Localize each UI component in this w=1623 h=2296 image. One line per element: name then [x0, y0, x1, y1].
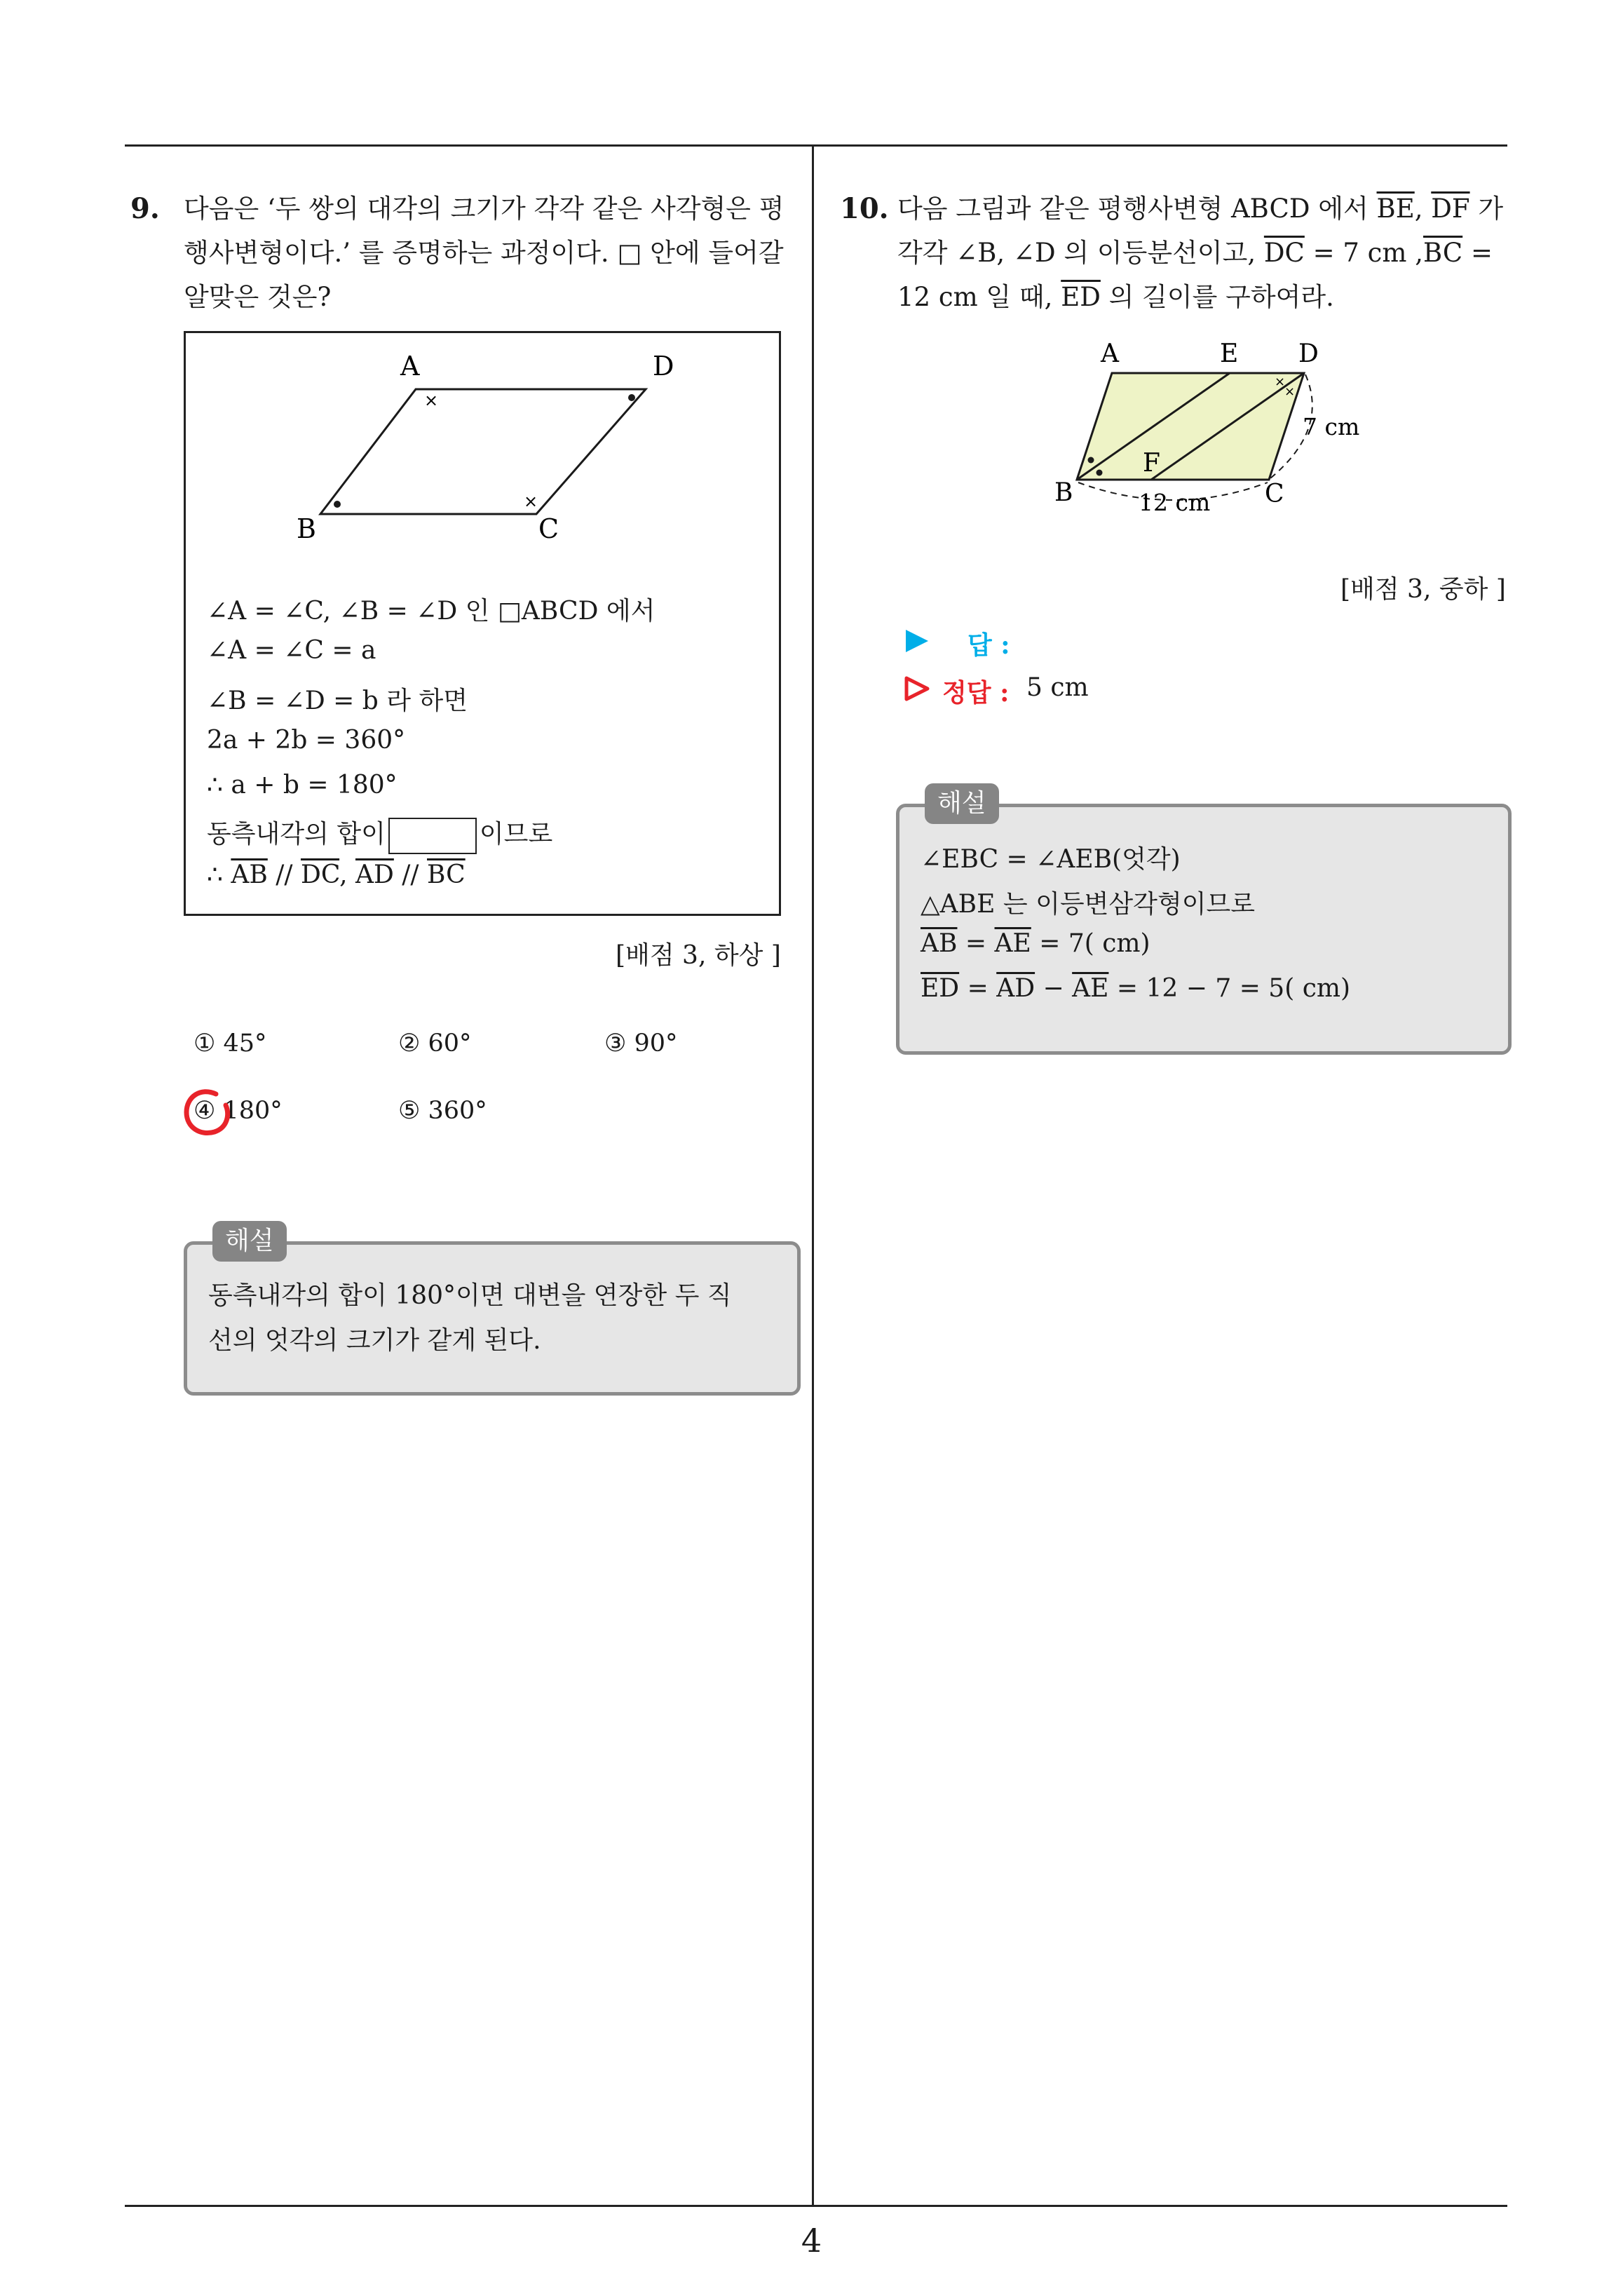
- proof-line-6: [207, 814, 552, 854]
- segment-ab: $\overline{AB}$: [231, 860, 268, 889]
- q10-score: [배점 3, 중하 ]: [1340, 575, 1506, 604]
- proof-line-6-post: 이므로: [479, 820, 553, 849]
- solution-line: 선의 엇각의 크기가 같게 된다.: [208, 1326, 541, 1355]
- top-rule: [125, 144, 1507, 147]
- q10-question-text: [897, 187, 1514, 319]
- vertex-label-d: D: [1298, 339, 1319, 368]
- solution-line-4: $\overline{ED} = \overline{AD} - \overline{AE} = 12 - 7 = 5$( cm): [921, 974, 1351, 1003]
- segment-be: $\overline{BE}$: [1376, 194, 1415, 224]
- angle-mark-c: ×: [524, 492, 538, 511]
- q10-parallelogram-figure: [1052, 338, 1360, 520]
- segment-ed: $\overline{ED}$: [1061, 282, 1101, 312]
- q10-line-1: 다음 그림과 같은 평행사변형 ABCD 에서 $\overline{BE}$, $\overline{DF}$ 가: [897, 194, 1504, 224]
- choice-4[interactable]: ④ 180°: [193, 1097, 283, 1125]
- choice-5[interactable]: ⑤ 360°: [398, 1097, 487, 1125]
- segment-ae: $\overline{AE}$: [1072, 974, 1109, 1003]
- correct-answer-arrow-icon: [903, 675, 931, 703]
- segment-ad: $\overline{AD}$: [355, 860, 394, 889]
- segment-ad: $\overline{AD}$: [996, 974, 1035, 1003]
- q10-line-3: 12 cm 일 때, $\overline{ED}$ 의 길이를 구하여라.: [897, 282, 1334, 312]
- proof-line-2: ∠A = ∠C = a: [207, 636, 376, 665]
- angle-mark-b: [334, 501, 341, 508]
- solution-tag: 해설: [925, 783, 999, 824]
- vertex-label-d: D: [653, 351, 674, 381]
- vertex-label-a: A: [1101, 339, 1119, 368]
- q9-number: 9.: [130, 192, 160, 225]
- q9-line: 다음은 ‘두 쌍의 대각의 크기가 각각 같은 사각형은 평: [184, 194, 785, 224]
- proof-line-6-pre: 동측내각의 합이: [207, 820, 386, 849]
- solution-line-2: △ABE 는 이등변삼각형이므로: [921, 890, 1256, 919]
- q9-parallelogram-figure: [186, 333, 779, 572]
- vertex-label-a: A: [400, 351, 420, 381]
- answer-input-area[interactable]: [1024, 624, 1318, 658]
- choice-1[interactable]: ① 45°: [193, 1029, 267, 1058]
- vertex-label-b: B: [297, 513, 316, 544]
- segment-ab: $\overline{AB}$: [921, 929, 958, 958]
- q9-line: 행사변형이다.’ 를 증명하는 과정이다. □ 안에 들어갈: [184, 238, 784, 268]
- proof-line-1: ∠A = ∠C, ∠B = ∠D 인 □ABCD 에서: [207, 597, 656, 626]
- parallelogram-shape: [1077, 373, 1304, 480]
- vertex-label-e: E: [1220, 339, 1239, 368]
- segment-bc: $\overline{BC}$: [1423, 238, 1463, 268]
- proof-line-4: 2a + 2b = 360°: [207, 726, 406, 755]
- segment-dc: $\overline{DC}$: [1263, 238, 1305, 268]
- choice-2[interactable]: ② 60°: [398, 1029, 472, 1058]
- q10-line-2: 각각 ∠B, ∠D 의 이등분선이고, $\overline{DC} = 7$ cm $,\overline{BC}$ =: [897, 238, 1493, 268]
- angle-mark-d2: ×: [1284, 384, 1296, 399]
- angle-mark-a: ×: [424, 391, 439, 410]
- vertex-label-b: B: [1054, 478, 1073, 507]
- angle-mark-d1: ×: [1275, 374, 1286, 389]
- q9-score: [배점 3, 하상 ]: [616, 941, 781, 970]
- page-number: 4: [801, 2222, 822, 2260]
- q9-question-text: [184, 187, 801, 319]
- choice-3[interactable]: ③ 90°: [604, 1029, 678, 1058]
- point-label-f: F: [1143, 449, 1160, 478]
- correct-answer-label: 정답 :: [942, 678, 1010, 708]
- proof-line-5: ∴ a + b = 180°: [207, 771, 398, 799]
- q10-solution-box: [896, 789, 1512, 1055]
- selected-answer-circle-mark: [179, 1084, 236, 1140]
- angle-mark-b1: [1088, 457, 1094, 464]
- q9-solution-box: [184, 1227, 801, 1396]
- column-divider: [812, 145, 814, 2206]
- solution-line-3: $\overline{AB} = \overline{AE} = 7$( cm): [921, 929, 1150, 958]
- proof-line-3: ∠B = ∠D = b 라 하면: [207, 687, 468, 715]
- vertex-label-c: C: [1265, 480, 1284, 508]
- segment-dc: $\overline{DC}$: [300, 860, 340, 889]
- separator: ,: [339, 860, 355, 889]
- proof-line-7: [207, 860, 466, 889]
- q9-line: 알맞은 것은?: [184, 282, 332, 312]
- angle-mark-d: [628, 394, 635, 401]
- bottom-rule: [125, 2205, 1507, 2207]
- q9-proof-box: [184, 331, 781, 916]
- solution-line-1: ∠EBC = ∠AEB(엇각): [921, 845, 1181, 874]
- q10-number: 10.: [840, 192, 889, 225]
- segment-ed: $\overline{ED}$: [921, 974, 960, 1003]
- answer-blank-box: [388, 818, 477, 854]
- solution-tag: 해설: [212, 1221, 287, 1262]
- angle-mark-b2: [1096, 470, 1103, 476]
- parallel-symbol: //: [393, 860, 428, 889]
- answer-arrow-icon: [903, 627, 931, 655]
- dimension-label-dc: 7 cm: [1303, 413, 1360, 440]
- answer-label: 답 :: [967, 630, 1010, 660]
- parallelogram-shape: [320, 389, 646, 514]
- therefore-symbol: ∴: [207, 860, 231, 889]
- solution-line: 동측내각의 합이 180°이면 대변을 연장한 두 직: [208, 1281, 732, 1310]
- segment-bc: $\overline{BC}$: [427, 860, 466, 889]
- correct-answer-value: 5 cm: [1026, 673, 1089, 702]
- segment-df: $\overline{DF}$: [1431, 194, 1470, 224]
- parallel-symbol: //: [267, 860, 301, 889]
- vertex-label-c: C: [538, 513, 559, 544]
- dimension-label-bc: 12 cm: [1139, 489, 1211, 516]
- segment-ae: $\overline{AE}$: [994, 929, 1031, 958]
